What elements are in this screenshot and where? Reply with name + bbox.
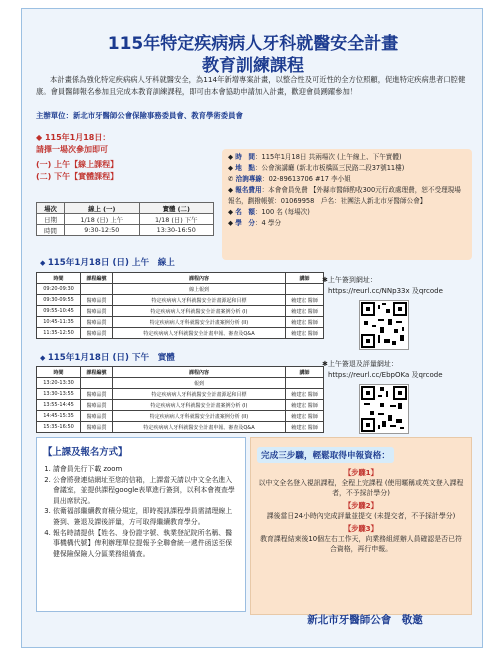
diamond-icon: ◆ [228,153,234,161]
table-cell: 時間 [37,273,81,284]
table-row [37,411,324,422]
diamond-icon: ◆ [228,186,234,194]
table-cell: 線上報到 [113,284,286,295]
table-cell: 課程編號 [81,273,113,284]
registration-list [43,464,239,559]
session-table-cell: 1/18 (日) 下午 [139,214,214,225]
step-1-text: 以中文全名登入視訊課程，全程上完課程 (使用暱稱或英文登入課程者，不予採計學分) [258,479,464,497]
step-2-label: 【步驟2】 [344,501,378,510]
table-cell: 醫療品質 [81,400,113,411]
table-cell: 13:30-13:55 [37,389,81,400]
session-table-cell: 9:30-12:50 [65,225,140,236]
table-cell: 賴建宏 醫師 [286,389,324,400]
morning-heading: ◆ 115年1月18日 (日) 上午 線上 [40,258,175,268]
info-phone: ✆ 洽詢專線：02-89613706 #17 李小姐 [228,175,351,183]
event-info-box [222,149,472,260]
table-cell: 醫療品質 [81,389,113,400]
diamond-icon: ◆ [228,164,234,172]
table-cell: 09:20-09:30 [37,284,81,295]
table-cell: 特定疾病病人牙科就醫安全計畫源起和目標 [113,389,286,400]
table-cell: 賴建宏 醫師 [286,317,324,328]
table-cell: 特定疾病病人牙科就醫安全計畫案例分析 (II) [113,317,286,328]
table-row [37,378,324,389]
table-row [37,295,324,306]
session-option-2: (二) 下午【實體課程】 [36,172,119,181]
step-1-label: 【步驟1】 [344,468,378,477]
table-cell: 14:45-15:35 [37,411,81,422]
table-cell: 課程編號 [81,367,113,378]
table-cell [81,284,113,295]
title-line-2: 教育訓練課程 [202,56,304,76]
qr-afternoon-label: ✱上午簽退及評量網址： [322,360,398,368]
table-cell: 賴建宏 醫師 [286,422,324,433]
title-line-1: 115年特定疾病病人牙科就醫安全計畫 [107,34,399,54]
info-fee: ◆ 報名費用：本會會員免費 【外縣市醫師酌收300元行政處理費，恕不受理現場報名，劃撥帳號：01069958 戶名：社團法人新北市牙醫師公會】 [228,186,461,205]
triangle-icon: ◆ [40,354,48,362]
table-cell: 報到 [113,378,286,389]
session-table [36,202,214,236]
table-cell: 賴建宏 醫師 [286,400,324,411]
triangle-icon: ◆ [40,259,48,267]
table-cell: 09:30-09:55 [37,295,81,306]
session-note: 請擇一場次參加即可 [36,145,108,154]
table-cell: 15:35-16:50 [37,422,81,433]
table-cell: 特定疾病病人牙科就醫安全計畫案例分析 (I) [113,400,286,411]
qr-morning-url[interactable]: https://reurl.cc/NNp33x 及qrcode [328,287,443,295]
registration-title: 【上課及報名方式】 [43,447,128,458]
steps-box [250,437,472,615]
table-cell: 課程內容 [113,273,286,284]
table-cell: 醫療品質 [81,411,113,422]
table-row [37,284,324,295]
table-cell: 特定疾病病人牙科就醫安全計畫案例分析 (II) [113,411,286,422]
session-table-cell: 場次 [37,203,65,214]
step-3-label: 【步驟3】 [344,524,378,533]
flyer [21,8,483,648]
steps-title: 完成三步驟，輕鬆取得申報資格： [257,447,394,463]
list-item: 2. 公會將發連結網址至您的信箱，上課當天請以中文全名進入會議室，並提供課程google表單進行簽到，以利本會複查學員出席狀況。 [53,475,239,507]
table-cell: 特定疾病病人牙科就醫安全計畫申報、審查及Q&A [113,422,286,433]
star-icon: ✱ [322,360,328,368]
star-icon: ✱ [322,276,328,284]
table-cell: 特定疾病病人牙科就醫安全計畫申報、審查及Q&A [113,328,286,339]
signature: 新北市牙醫師公會 敬邀 [307,614,423,626]
table-row [37,389,324,400]
host-organizers: 主辦單位：新北市牙醫師公會保險事務委員會、教育學術委員會 [36,111,243,120]
session-table-cell: 日期 [37,214,65,225]
afternoon-schedule-table [36,366,324,433]
table-cell: 特定疾病病人牙科就醫安全計畫源起和目標 [113,295,286,306]
table-cell: 賴建宏 醫師 [286,411,324,422]
table-cell: 10:45-11:35 [37,317,81,328]
table-cell: 醫療品質 [81,317,113,328]
table-row [37,317,324,328]
table-cell: 賴建宏 醫師 [286,295,324,306]
table-cell: 13:55-14:45 [37,400,81,411]
table-cell: 醫療品質 [81,422,113,433]
table-cell: 賴建宏 醫師 [286,328,324,339]
table-cell: 醫療品質 [81,328,113,339]
step-3-text: 教育課程結束後10個左右工作天，向業務組經辦人員確認是否已符合資格，再行申報。 [260,535,462,553]
session-table-header [37,203,214,214]
session-table-cell: 時間 [37,225,65,236]
info-credits: ◆ 學 分：4 學分 [228,219,282,227]
list-item: 4. 報名時請提供【姓名、身份證字號、執業登記院所名稱、醫事機構代號】俾利辦理單位提報予全聯會統一遞件函送至保健保險保險人分區業務組備查。 [53,528,239,560]
table-row [37,306,324,317]
session-table-cell: 1/18 (日) 上午 [65,214,140,225]
table-cell: 時間 [37,367,81,378]
qrcode-icon [359,300,409,350]
session-date: ◆ 115年1月18日： [36,133,111,142]
qr-afternoon-url[interactable]: https://reurl.cc/EbpOKa 及qrcode [328,371,443,379]
table-cell: 13:20-13:30 [37,378,81,389]
diamond-icon: ◆ [36,133,45,142]
phone-icon: ✆ [228,175,234,183]
intro-paragraph: 本計畫係為強化特定疾病病人牙科就醫安全，為114年新增專案計畫，以整合性及可近性的全方位照顧，促進特定疾病患者口腔健康。會員醫師報名參加且完成本教育訓練課程，即可由本會協助申請加入計畫，歡迎會員踴躍參加！ [36,75,466,96]
diamond-icon: ◆ [228,219,234,227]
table-row [37,400,324,411]
table-cell: 課程內容 [113,367,286,378]
session-choice [36,132,226,183]
table-cell: 醫療品質 [81,306,113,317]
table-cell: 講師 [286,273,324,284]
session-table-row [37,225,214,236]
table-cell: 特定疾病病人牙科就醫安全計畫案例分析 (I) [113,306,286,317]
table-header-row [37,273,324,284]
list-item: 1. 請會員先行下載 zoom [53,464,239,475]
table-row [37,422,324,433]
session-option-1: (一) 上午【線上課程】 [36,160,119,169]
session-table-row [37,214,214,225]
morning-schedule-table [36,272,324,339]
table-cell [81,378,113,389]
afternoon-heading: ◆ 115年1月18日 (日) 下午 實體 [40,353,175,363]
table-cell: 講師 [286,367,324,378]
step-2-text: 課後當日24小時內完成評量並提交 (未提交者，不予採計學分) [266,512,456,520]
session-table-cell: 實體 (二) [139,203,214,214]
table-cell: 09:55-10:45 [37,306,81,317]
table-row [37,328,324,339]
list-item: 3. 依衛福部繼續教育積分規定，即時視訊課程學員需請理線上簽到、簽退及課後評量，方可取得繼續教育學分。 [53,506,239,527]
table-cell [286,378,324,389]
info-quota: ◆ 名 額：100 名 (每場次) [228,208,310,216]
table-header-row [37,367,324,378]
table-cell: 醫療品質 [81,295,113,306]
info-location: ◆ 地 點：公會演講廳 (新北市板橋區三民路二段37號11樓) [228,164,405,172]
qrcode-icon [359,384,409,434]
info-time: ◆ 時 間：115年1月18日 共兩場次 (上午線上、下午實體) [228,153,402,161]
diamond-icon: ◆ [228,208,234,216]
table-cell [286,284,324,295]
table-cell: 11:35-12:50 [37,328,81,339]
registration-box [36,437,246,612]
table-cell: 賴建宏 醫師 [286,306,324,317]
session-table-cell: 13:30-16:50 [139,225,214,236]
qr-morning-label: ✱上午簽到網址： [322,276,377,284]
session-table-cell: 線上 (一) [65,203,140,214]
